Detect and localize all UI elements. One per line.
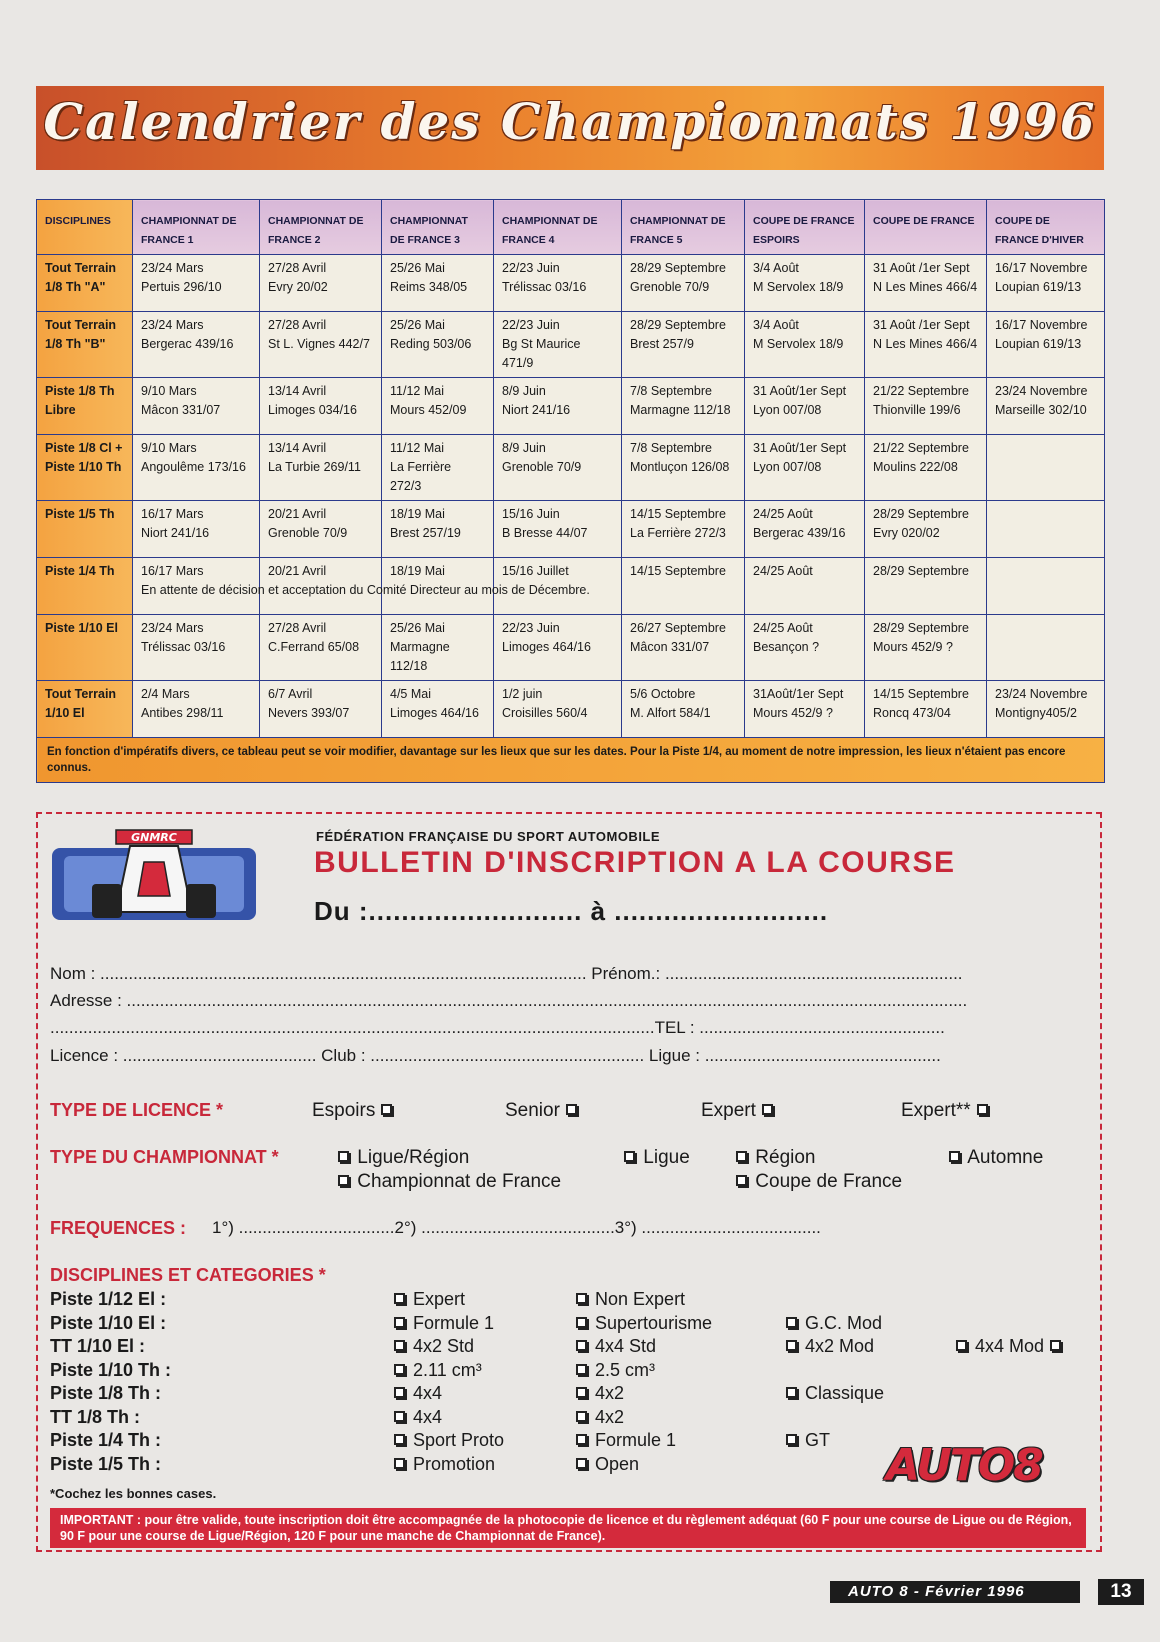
important-notice: IMPORTANT : pour être valide, toute inscription doit être accompagnée de la photocopie de licence et du règlement adéquat (60 F pour une course de Ligue ou de Région, 90 F pour une course de Ligue/Région, 120 F pour une manche de Championnat de France). xyxy=(50,1508,1086,1548)
date-cell: 27/28 Avril C.Ferrand 65/08 xyxy=(260,615,382,681)
date-cell: 7/8 Septembre Marmagne 112/18 xyxy=(622,378,745,435)
checkbox-icon xyxy=(394,1387,405,1398)
date-cell: 16/17 Novembre Loupian 619/13 xyxy=(987,255,1105,312)
date-cell: 31Août/1er Sept Mours 452/9 ? xyxy=(745,681,865,738)
option-senior[interactable]: Senior xyxy=(505,1100,577,1122)
table-footnote: En fonction d'impératifs divers, ce tableau peut se voir modifier, davantage sur les lieux que sur les dates. Pour la Piste 1/4, au moment de notre impression, les lieux n'étaient pas encore connus. xyxy=(37,738,1105,783)
checkbox-icon xyxy=(576,1293,587,1304)
date-cell: 25/26 Mai Reims 348/05 xyxy=(382,255,494,312)
date-cell: 23/24 Mars Trélissac 03/16 xyxy=(133,615,260,681)
discipline-name: Piste 1/12 El : xyxy=(50,1289,167,1309)
date-cell: 11/12 Mai Mours 452/09 xyxy=(382,378,494,435)
discipline-name: Piste 1/10 El : xyxy=(50,1312,167,1333)
header-cf2: CHAMPIONNAT DE FRANCE 2 xyxy=(260,200,382,255)
date-cell: 15/16 Juin B Bresse 44/07 xyxy=(494,501,622,558)
discipline-cell: Piste 1/8 Cl + Piste 1/10 Th xyxy=(37,435,133,501)
checkbox-icon xyxy=(394,1340,405,1351)
date-cell: 23/24 Novembre Montigny405/2 xyxy=(987,681,1105,738)
gnmrc-logo xyxy=(52,826,256,928)
discipline-name: Piste 1/8 Th : xyxy=(50,1383,162,1403)
checkbox-icon xyxy=(949,1151,960,1162)
date-cell: 23/24 Mars Pertuis 296/10 xyxy=(133,255,260,312)
date-cell: 4/5 Mai Limoges 464/16 xyxy=(382,681,494,738)
licence-club-ligue-field[interactable]: Licence : ......................................... Club : .......................................................... Ligue : .................................................. xyxy=(50,1046,941,1065)
checkbox-icon xyxy=(624,1151,635,1162)
date-cell: 22/23 Juin Bg St Maurice 471/9 xyxy=(494,312,622,378)
date-cell: 6/7 Avril Nevers 393/07 xyxy=(260,681,382,738)
checkbox-icon xyxy=(394,1317,405,1328)
discipline-name: TT 1/10 El : xyxy=(50,1336,146,1356)
date-cell: 28/29 Septembre Mours 452/9 ? xyxy=(865,615,987,681)
date-cell: 24/25 Août Bergerac 439/16 xyxy=(745,501,865,558)
checkbox-icon xyxy=(576,1434,587,1445)
date-cell: 22/23 Juin Limoges 464/16 xyxy=(494,615,622,681)
date-cell: 11/12 Mai La Ferrière 272/3 xyxy=(382,435,494,501)
date-cell: 16/17 Mars Niort 241/16 xyxy=(133,501,260,558)
cochez-note: *Cochez les bonnes cases. xyxy=(50,1486,217,1501)
checkbox-icon xyxy=(381,1104,392,1115)
table-row xyxy=(37,312,1105,378)
page-number: 13 xyxy=(1098,1579,1144,1605)
date-cell: 5/6 Octobre M. Alfort 584/1 xyxy=(622,681,745,738)
date-cell xyxy=(987,615,1105,681)
discipline-name: Piste 1/5 Th : xyxy=(50,1453,162,1474)
option-expert-star[interactable]: Expert** xyxy=(901,1100,988,1122)
table-row xyxy=(37,681,1105,738)
type-licence-label: TYPE DE LICENCE * xyxy=(50,1100,224,1120)
discipline-option[interactable]: 4x2 Std xyxy=(394,1336,474,1357)
checkbox-icon xyxy=(786,1434,797,1445)
page-title: Calendrier des Championnats 1996 xyxy=(43,92,1097,151)
tel-field[interactable]: ................................................................................................................................TEL : .................................................... xyxy=(50,1018,945,1037)
date-cell: 28/29 Septembre xyxy=(865,558,987,615)
table-row xyxy=(37,501,1105,558)
discipline-option[interactable]: Sport Proto xyxy=(394,1430,504,1451)
date-cell: 13/14 Avril La Turbie 269/11 xyxy=(260,435,382,501)
discipline-cell: Piste 1/5 Th xyxy=(37,501,133,558)
championship-calendar-table xyxy=(36,199,1105,783)
checkbox-icon xyxy=(977,1104,988,1115)
option-coupe-de-france[interactable]: Coupe de France xyxy=(736,1171,902,1193)
discipline-cell: Tout Terrain 1/8 Th "A" xyxy=(37,255,133,312)
date-cell: 23/24 Mars Bergerac 439/16 xyxy=(133,312,260,378)
checkbox-icon xyxy=(394,1411,405,1422)
checkbox-icon xyxy=(394,1434,405,1445)
header-cf5: CHAMPIONNAT DE FRANCE 5 xyxy=(622,200,745,255)
date-cell: 20/21 Avril xyxy=(260,558,382,615)
table-header-row xyxy=(37,200,1105,255)
checkbox-icon xyxy=(394,1458,405,1469)
adresse-field[interactable]: Adresse : .................................................................................................................................................................................. xyxy=(50,991,968,1010)
checkbox-icon xyxy=(576,1458,587,1469)
disciplines-label: DISCIPLINES ET CATEGORIES * xyxy=(50,1265,326,1285)
date-cell: 3/4 Août M Servolex 18/9 xyxy=(745,255,865,312)
date-cell: 31 Août/1er Sept Lyon 007/08 xyxy=(745,435,865,501)
discipline-cell: Tout Terrain 1/10 El xyxy=(37,681,133,738)
discipline-option[interactable]: GT xyxy=(786,1430,830,1451)
discipline-option[interactable]: 4x2 Mod xyxy=(786,1336,874,1357)
discipline-option[interactable]: 4x2 xyxy=(576,1383,624,1404)
discipline-name: Piste 1/4 Th : xyxy=(50,1430,162,1450)
form-title: BULLETIN D'INSCRIPTION A LA COURSE xyxy=(314,846,956,879)
checkbox-icon xyxy=(394,1293,405,1304)
discipline-cell: Piste 1/10 El xyxy=(37,615,133,681)
date-cell: 31 Août/1er Sept Lyon 007/08 xyxy=(745,378,865,435)
date-cell: 18/19 Mai Brest 257/19 xyxy=(382,501,494,558)
checkbox-icon xyxy=(394,1364,405,1375)
checkbox-icon xyxy=(762,1104,773,1115)
header-cdf: COUPE DE FRANCE xyxy=(865,200,987,255)
checkbox-icon xyxy=(576,1411,587,1422)
option-automne[interactable]: Automne xyxy=(949,1147,1043,1169)
type-championnat-label: TYPE DU CHAMPIONNAT * xyxy=(50,1147,279,1167)
date-cell: 8/9 Juin Niort 241/16 xyxy=(494,378,622,435)
option-espoirs[interactable]: Espoirs xyxy=(312,1100,392,1122)
header-cf1: CHAMPIONNAT DE FRANCE 1 xyxy=(133,200,260,255)
header-disciplines: DISCIPLINES xyxy=(37,200,133,255)
date-cell: 28/29 Septembre Brest 257/9 xyxy=(622,312,745,378)
discipline-cell: Tout Terrain 1/8 Th "B" xyxy=(37,312,133,378)
discipline-option[interactable]: 4x4 xyxy=(394,1383,442,1404)
table-row xyxy=(37,615,1105,681)
date-cell: 1/2 juin Croisilles 560/4 xyxy=(494,681,622,738)
date-cell: 16/17 Novembre Loupian 619/13 xyxy=(987,312,1105,378)
date-cell: 14/15 Septembre xyxy=(622,558,745,615)
frequences-field[interactable]: 1°) .................................2°) .........................................3°) ...................................... xyxy=(212,1218,821,1237)
date-range-field[interactable]: Du :.......................... à .......................... xyxy=(314,896,829,926)
date-cell: 31 Août /1er Sept N Les Mines 466/4 xyxy=(865,312,987,378)
option-expert[interactable]: Expert xyxy=(701,1100,773,1122)
date-cell: 9/10 Mars Angoulême 173/16 xyxy=(133,435,260,501)
discipline-option[interactable]: Non Expert xyxy=(576,1289,685,1310)
checkbox-icon xyxy=(736,1175,747,1186)
discipline-option[interactable]: 2.5 cm³ xyxy=(576,1360,655,1381)
discipline-option[interactable]: Supertourisme xyxy=(576,1313,712,1334)
date-cell: 18/19 Mai xyxy=(382,558,494,615)
date-cell: 2/4 Mars Antibes 298/11 xyxy=(133,681,260,738)
option-ligue-region[interactable]: Ligue/Région xyxy=(338,1147,469,1169)
date-cell: 27/28 Avril St L. Vignes 442/7 xyxy=(260,312,382,378)
checkbox-icon xyxy=(786,1317,797,1328)
date-cell: 27/28 Avril Evry 20/02 xyxy=(260,255,382,312)
date-cell: 7/8 Septembre Montluçon 126/08 xyxy=(622,435,745,501)
date-cell: 24/25 Août Besançon ? xyxy=(745,615,865,681)
checkbox-icon xyxy=(786,1387,797,1398)
checkbox-icon xyxy=(576,1317,587,1328)
header-cf4: CHAMPIONNAT DE FRANCE 4 xyxy=(494,200,622,255)
date-cell: 13/14 Avril Limoges 034/16 xyxy=(260,378,382,435)
discipline-option[interactable]: Expert xyxy=(394,1289,465,1310)
discipline-option[interactable]: 2.11 cm³ xyxy=(394,1360,482,1381)
header-cdf-hiver: COUPE DE FRANCE D'HIVER xyxy=(987,200,1105,255)
discipline-name: Piste 1/10 Th : xyxy=(50,1359,172,1380)
discipline-option[interactable]: Formule 1 xyxy=(394,1313,494,1334)
checkbox-icon xyxy=(566,1104,577,1115)
option-region[interactable]: Région xyxy=(736,1147,816,1169)
checkbox-icon xyxy=(338,1175,349,1186)
table-row xyxy=(37,378,1105,435)
date-cell: 8/9 Juin Grenoble 70/9 xyxy=(494,435,622,501)
federation-name: FÉDÉRATION FRANÇAISE DU SPORT AUTOMOBILE xyxy=(316,829,661,844)
date-cell xyxy=(987,558,1105,615)
table-footnote-row xyxy=(37,738,1105,783)
date-cell: 24/25 Août xyxy=(745,558,865,615)
date-cell: 3/4 Août M Servolex 18/9 xyxy=(745,312,865,378)
date-cell: 14/15 Septembre La Ferrière 272/3 xyxy=(622,501,745,558)
date-cell: 31 Août /1er Sept N Les Mines 466/4 xyxy=(865,255,987,312)
checkbox-icon xyxy=(576,1364,587,1375)
checkbox-icon xyxy=(576,1387,587,1398)
discipline-cell: Piste 1/8 Th Libre xyxy=(37,378,133,435)
date-cell: 15/16 Juillet xyxy=(494,558,622,615)
checkbox-icon xyxy=(956,1340,967,1351)
date-cell: 14/15 Septembre Roncq 473/04 xyxy=(865,681,987,738)
date-cell: 22/23 Juin Trélissac 03/16 xyxy=(494,255,622,312)
date-cell: 9/10 Mars Mâcon 331/07 xyxy=(133,378,260,435)
date-cell: 16/17 Mars En attente de décision et acceptation du Comité Directeur au mois de Décembre. xyxy=(133,558,260,615)
logo-text: GNMRC xyxy=(131,831,177,844)
auto8-logo: AUTO8 xyxy=(886,1440,1042,1491)
nom-prenom-field[interactable]: Nom : ....................................................................................................... Prénom.: ............................................................... xyxy=(50,964,963,983)
discipline-cell: Piste 1/4 Th xyxy=(37,558,133,615)
checkbox-icon xyxy=(338,1151,349,1162)
discipline-option[interactable]: 4x4 Std xyxy=(576,1336,656,1357)
discipline-option[interactable]: Promotion xyxy=(394,1454,495,1475)
checkbox-icon xyxy=(576,1340,587,1351)
discipline-option[interactable]: 4x2 xyxy=(576,1407,624,1428)
option-championnat-de-france[interactable]: Championnat de France xyxy=(338,1171,561,1193)
pending-decision-note: En attente de décision et acceptation du Comité Directeur au mois de Décembre. xyxy=(141,583,590,597)
checkbox-icon xyxy=(736,1151,747,1162)
title-banner xyxy=(36,86,1104,170)
checkbox-icon xyxy=(786,1340,797,1351)
discipline-option[interactable]: Formule 1 xyxy=(576,1430,676,1451)
date-cell: 28/29 Septembre Grenoble 70/9 xyxy=(622,255,745,312)
date-cell: 20/21 Avril Grenoble 70/9 xyxy=(260,501,382,558)
date-cell: 26/27 Septembre Mâcon 331/07 xyxy=(622,615,745,681)
option-ligue[interactable]: Ligue xyxy=(624,1147,690,1169)
checkbox-icon xyxy=(1050,1340,1061,1351)
date-cell xyxy=(987,501,1105,558)
table-row xyxy=(37,558,1105,615)
discipline-name: TT 1/8 Th : xyxy=(50,1406,140,1427)
footer-issue: AUTO 8 - Février 1996 xyxy=(830,1581,1080,1603)
header-cdf-espoirs: COUPE DE FRANCE ESPOIRS xyxy=(745,200,865,255)
date-cell: 28/29 Septembre Evry 020/02 xyxy=(865,501,987,558)
date-cell: 25/26 Mai Reding 503/06 xyxy=(382,312,494,378)
table-row xyxy=(37,255,1105,312)
date-cell: 21/22 Septembre Thionville 199/6 xyxy=(865,378,987,435)
date-cell: 25/26 Mai Marmagne 112/18 xyxy=(382,615,494,681)
table-row xyxy=(37,435,1105,501)
discipline-option[interactable]: Classique xyxy=(786,1383,884,1404)
discipline-option[interactable]: 4x4 Mod xyxy=(956,1336,1061,1357)
frequences-label: FREQUENCES : xyxy=(50,1218,187,1238)
date-cell: 21/22 Septembre Moulins 222/08 xyxy=(865,435,987,501)
discipline-option[interactable]: G.C. Mod xyxy=(786,1313,882,1334)
date-cell xyxy=(987,435,1105,501)
discipline-option[interactable]: 4x4 xyxy=(394,1407,442,1428)
header-cf3: CHAMPIONNAT DE FRANCE 3 xyxy=(382,200,494,255)
date-cell: 23/24 Novembre Marseille 302/10 xyxy=(987,378,1105,435)
discipline-option[interactable]: Open xyxy=(576,1454,639,1475)
